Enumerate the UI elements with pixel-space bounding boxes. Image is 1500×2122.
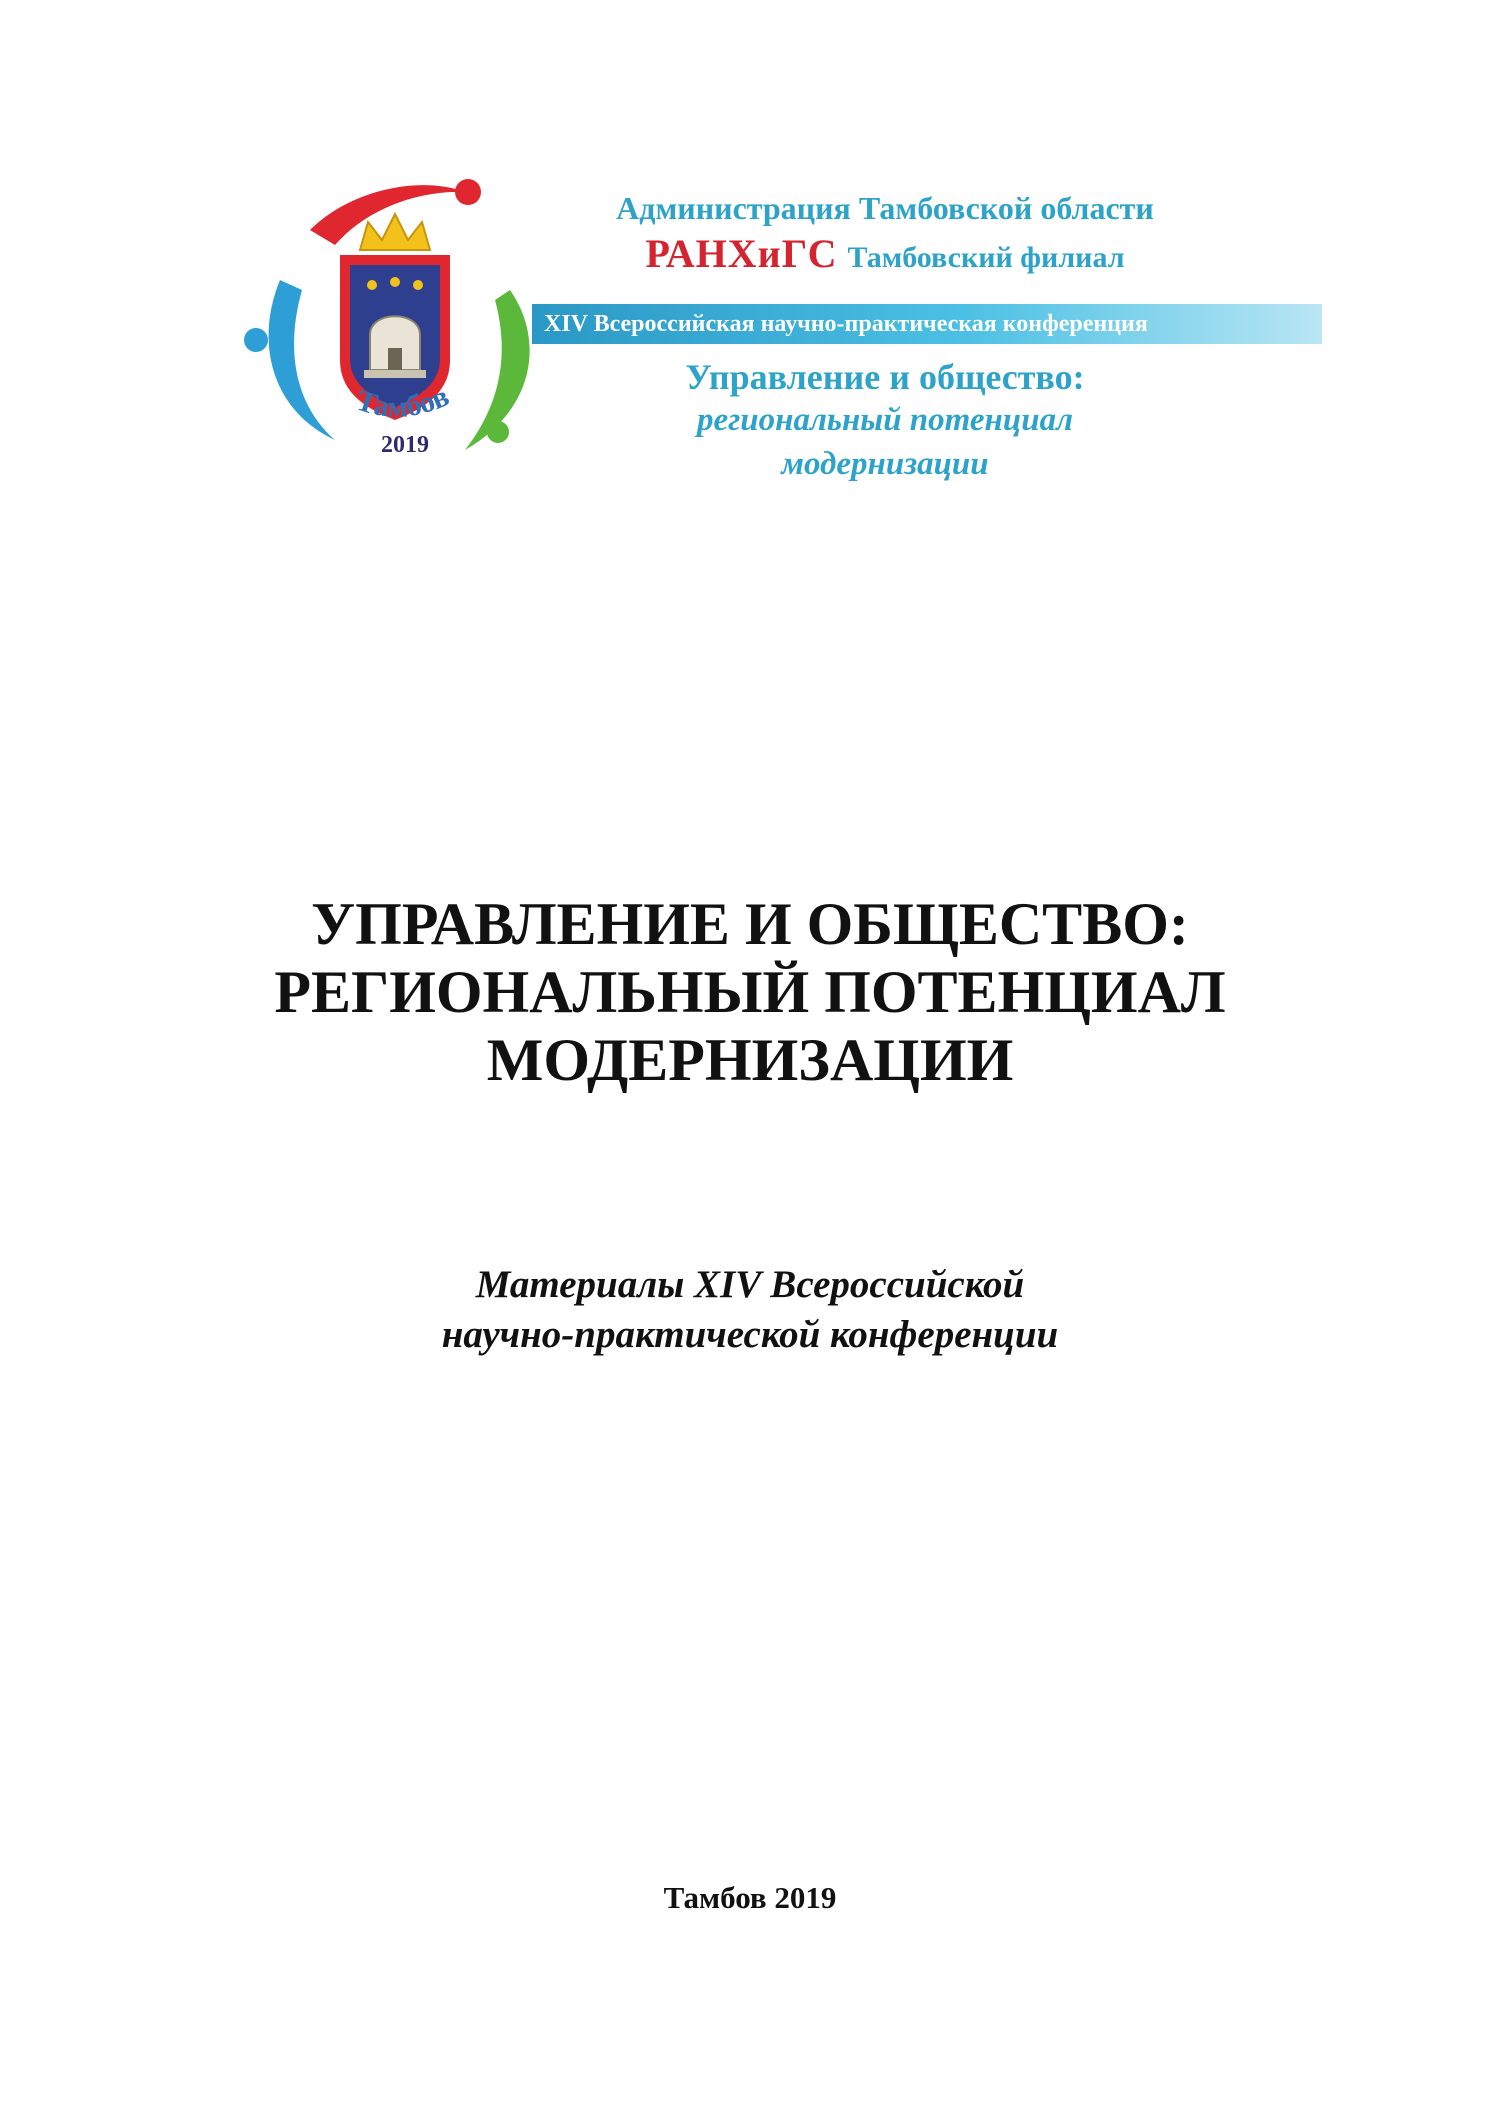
emblem-year: 2019 [381,432,429,458]
main-title-line1: УПРАВЛЕНИЕ И ОБЩЕСТВО: [311,891,1189,957]
bee-icon [367,280,377,290]
conference-title-line1: Управление и общество: [685,357,1085,397]
red-figure-head [455,179,481,205]
green-figure-head [487,421,509,443]
main-title [0,890,1500,1094]
tambov-2019-emblem [240,170,570,490]
bee-icon [413,280,423,290]
crown-icon [360,214,430,250]
bee-icon [390,277,400,287]
subtitle [0,1260,1500,1360]
main-title-line3: МОДЕРНИЗАЦИИ [486,1027,1014,1093]
conference-title-line3: модернизации [781,446,989,482]
conference-logo-header [240,170,1320,490]
administration-line: Администрация Тамбовской области [616,190,1154,226]
ranepa-branch: Тамбовский филиал [847,241,1125,274]
subtitle-line2: научно-практической конференции [441,1313,1059,1356]
conference-text-block [540,190,1320,490]
conference-title-line2: региональный потенциал [696,402,1074,438]
conference-band: XIV Всероссийская научно-практическая конференция [532,304,1322,344]
blue-figure-head [244,328,268,352]
ranepa-line [540,230,1230,277]
subtitle-line1: Материалы XIV Всероссийской [475,1263,1025,1306]
beehive-base [364,370,426,378]
blue-swoosh [269,280,335,440]
main-title-line2: РЕГИОНАЛЬНЫЙ ПОТЕНЦИАЛ [274,959,1226,1025]
city-word: Тамбов [352,379,454,424]
place-year: Тамбов 2019 [663,1880,837,1915]
beehive-entrance [388,348,402,370]
ranepa-abbreviation: РАНХиГС [645,231,838,276]
